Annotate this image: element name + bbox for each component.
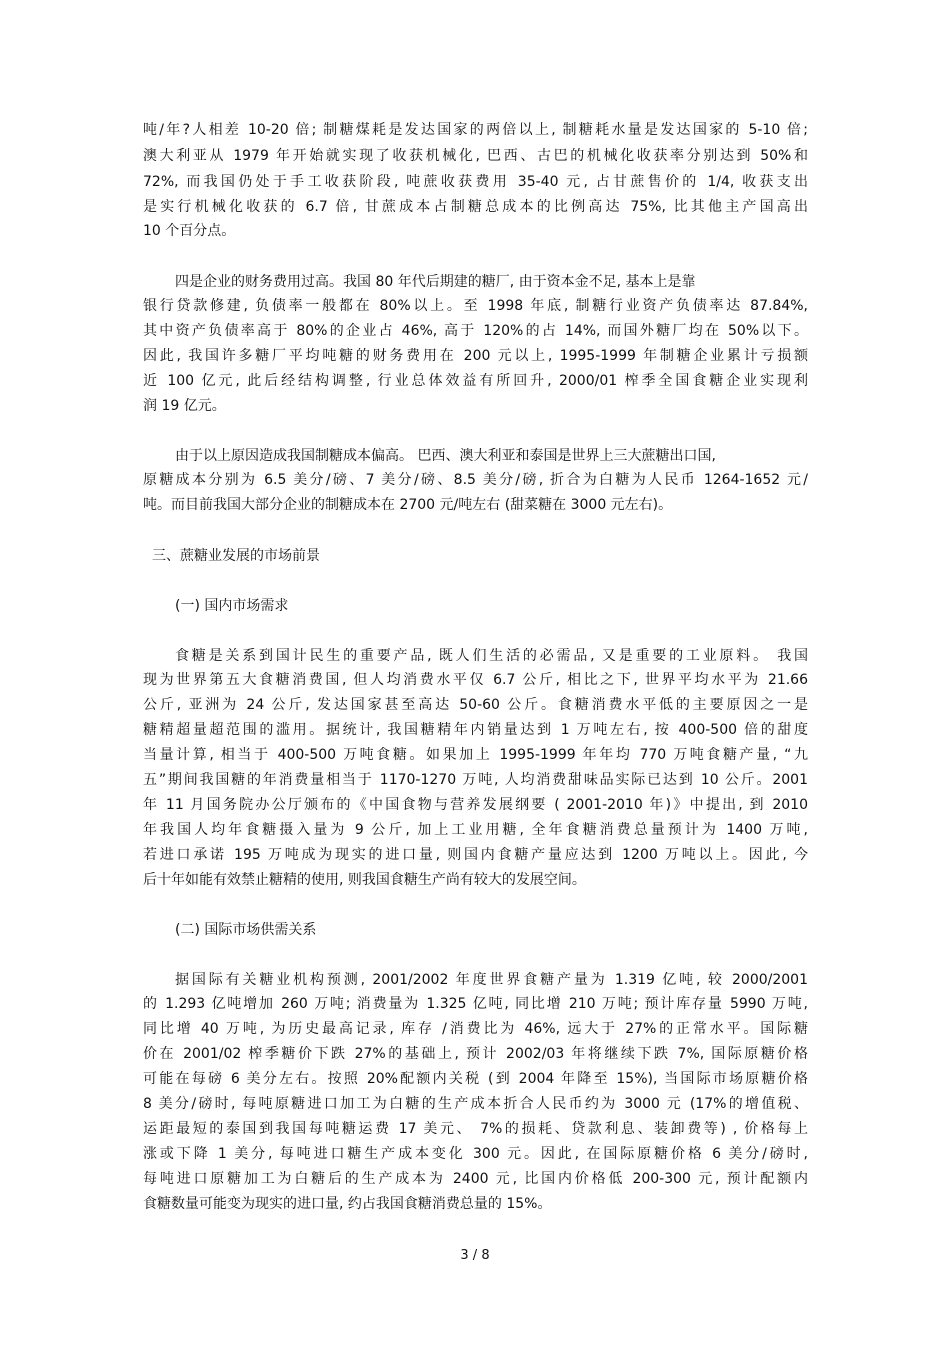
text-line: 同比增 40 万吨, 为历史最高记录, 库存 /消费比为 46%, 远大于 27%的正常水平。国际糖 [143,1021,808,1037]
text-line: 可能在每磅 6 美分左右。按照 20%配额内关税 (到 2004 年降至 15%), 当国际市场原糖价格 [143,1071,808,1087]
text-line: 价在 2001/02 榨季糖价下跌 27%的基础上, 预计 2002/03 年将继续下跌 7%, 国际原糖价格 [143,1046,808,1062]
text-line: 近 100 亿元, 此后经结构调整, 行业总体效益有所回升, 2000/01 榨季全国食糖企业实现利 [143,373,808,389]
text-line: 72%, 而我国仍处于手工收获阶段, 吨蔗收获费用 35-40 元, 占甘蔗售价的 1/4, 收获支出 [143,174,808,190]
text-line: 公斤, 亚洲为 24 公斤, 发达国家甚至高达 50-60 公斤。食糖消费水平低的主要原因之一是 [143,697,808,713]
text-line: 后十年如能有效禁止糖精的使用, 则我国食糖生产尚有较大的发展空间。 [143,872,586,888]
text-line: 当量计算, 相当于 400-500 万吨食糖。如果加上 1995-1999 年年均 770 万吨食糖产量, “九 [143,747,808,763]
text-line: 原糖成本分别为 6.5 美分/磅、7 美分/磅、8.5 美分/磅, 折合为白糖为人民币 1264-1652 元/ [143,472,808,488]
text-line: 10 个百分点。 [143,223,236,239]
text-line: 澳大利亚从 1979 年开始就实现了收获机械化, 巴西、古巴的机械化收获率分别达到 50%和 [143,148,808,164]
text-line: 的 1.293 亿吨增加 260 万吨; 消费量为 1.325 亿吨, 同比增 210 万吨; 预计库存量 5990 万吨, [143,996,808,1012]
text-line: 年我国人均年食糖摄入量为 9 公斤, 加上工业用糖, 全年食糖消费总量预计为 1400 万吨, [143,822,808,838]
section-heading: 三、蔗糖业发展的市场前景 [152,548,320,564]
text-line: 食糖数量可能变为现实的进口量, 约占我国食糖消费总量的 15%。 [143,1196,552,1212]
text-line: 润 19 亿元。 [143,398,226,414]
text-line: 吨/年?人相差 10-20 倍; 制糖煤耗是发达国家的两倍以上, 制糖耗水量是发达国家的 5-10 倍; [143,122,808,138]
text-line: 因此, 我国许多糖厂平均吨糖的财务费用在 200 元以上, 1995-1999 年制糖企业累计亏损额 [143,348,808,364]
text-line: 若进口承诺 195 万吨成为现实的进口量, 则国内食糖产量应达到 1200 万吨以上。因此, 今 [143,847,808,863]
text-line: 四是企业的财务费用过高。我国 80 年代后期建的糖厂, 由于资本金不足, 基本上是靠 [175,274,696,290]
text-line: 食糖是关系到国计民生的重要产品, 既人们生活的必需品, 又是重要的工业原料。 我国 [175,648,808,664]
text-line: 涨或下降 1 美分, 每吨进口糖生产成本变化 300 元。因此, 在国际原糖价格 6 美分/磅时, [143,1146,808,1162]
text-line: 是实行机械化收获的 6.7 倍, 甘蔗成本占制糖总成本的比例高达 75%, 比其他主产国高出 [143,199,808,215]
text-line: 运距最短的泰国到我国每吨糖运费 17 美元、 7%的损耗、贷款利息、装卸费等) , 价格每上 [143,1121,808,1137]
text-line: 糖精超量超范围的滥用。据统计, 我国糖精年内销量达到 1 万吨左右, 按 400-500 倍的甜度 [143,722,808,738]
text-line: 据国际有关糖业机构预测, 2001/2002 年度世界食糖产量为 1.319 亿吨, 较 2000/2001 [175,972,808,988]
text-line: 银行贷款修建, 负债率一般都在 80%以上。至 1998 年底, 制糖行业资产负债率达 87.84%, [143,298,808,314]
subsection-heading: (一) 国内市场需求 [175,598,289,614]
subsection-heading: (二) 国际市场供需关系 [175,922,317,938]
text-line: 吨。而目前我国大部分企业的制糖成本在 2700 元/吨左右 (甜菜糖在 3000 元左右)。 [143,497,673,513]
text-line: 年 11 月国务院办公厅颁布的《中国食物与营养发展纲要 ( 2001-2010 年)》中提出, 到 2010 [143,797,808,813]
text-line: 现为世界第五大食糖消费国, 但人均消费水平仅 6.7 公斤, 相比之下, 世界平均水平为 21.66 [143,672,808,688]
text-line: 8 美分/磅时, 每吨原糖进口加工为白糖的生产成本折合人民币约为 3000 元 (17%的增值税、 [143,1096,808,1112]
text-line: 其中资产负债率高于 80%的企业占 46%, 高于 120%的占 14%, 而国外糖厂均在 50%以下。 [143,323,808,339]
page-number: 3 / 8 [460,1248,490,1263]
text-line: 由于以上原因造成我国制糖成本偏高。 巴西、澳大利亚和泰国是世界上三大蔗糖出口国, [175,448,716,464]
text-line: 每吨进口原糖加工为白糖后的生产成本为 2400 元, 比国内价格低 200-300 元, 预计配额内 [143,1171,808,1187]
text-line: 五”期间我国糖的年消费量相当于 1170-1270 万吨, 人均消费甜味品实际已达到 10 公斤。2001 [143,772,808,788]
